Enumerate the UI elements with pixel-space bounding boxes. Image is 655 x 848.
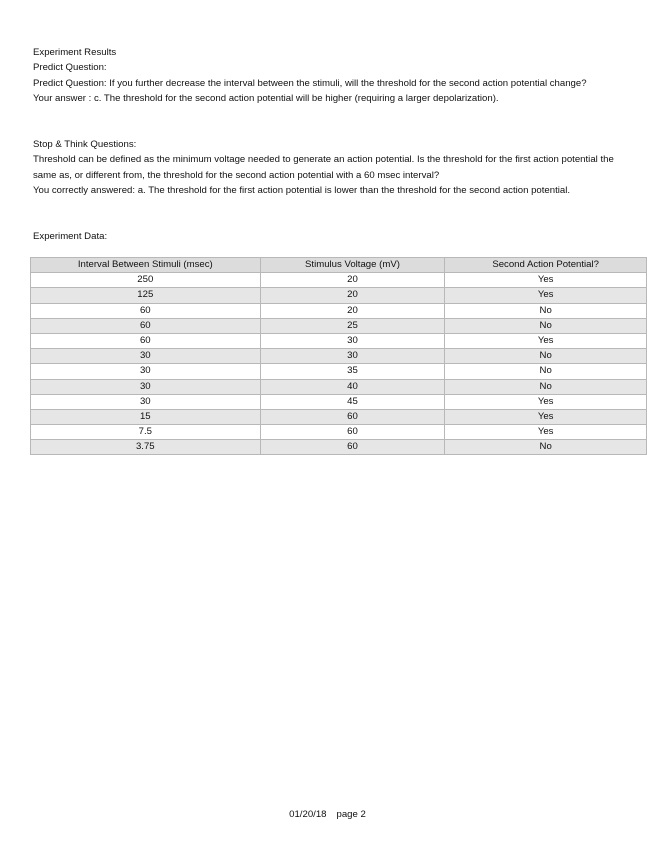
cell-second-ap: Yes <box>445 288 647 303</box>
cell-second-ap: No <box>445 303 647 318</box>
cell-second-ap: No <box>445 379 647 394</box>
cell-second-ap: No <box>445 349 647 364</box>
cell-voltage: 45 <box>260 394 445 409</box>
cell-second-ap: No <box>445 318 647 333</box>
table-body <box>31 273 647 455</box>
stop-think-section <box>33 137 625 198</box>
cell-voltage: 40 <box>260 379 445 394</box>
table-header-row <box>31 258 647 273</box>
header-second-ap: Second Action Potential? <box>445 258 647 273</box>
cell-second-ap: Yes <box>445 273 647 288</box>
cell-interval: 30 <box>31 349 261 364</box>
cell-interval: 30 <box>31 379 261 394</box>
experiment-data-table <box>30 257 647 455</box>
table-row <box>31 394 647 409</box>
cell-interval: 60 <box>31 333 261 348</box>
cell-interval: 60 <box>31 303 261 318</box>
table-row <box>31 379 647 394</box>
header-interval: Interval Between Stimuli (msec) <box>31 258 261 273</box>
table-row <box>31 409 647 424</box>
table-row <box>31 333 647 348</box>
cell-voltage: 60 <box>260 440 445 455</box>
cell-voltage: 60 <box>260 409 445 424</box>
predict-answer: Your answer : c. The threshold for the second action potential will be higher (requiring a larger depolarization). <box>33 92 499 104</box>
stop-answer: You correctly answered: a. The threshold for the first action potential is lower than the threshold for the second action potential. <box>33 184 571 196</box>
cell-second-ap: Yes <box>445 333 647 348</box>
cell-voltage: 20 <box>260 288 445 303</box>
cell-voltage: 60 <box>260 425 445 440</box>
cell-voltage: 30 <box>260 349 445 364</box>
cell-interval: 3.75 <box>31 440 261 455</box>
cell-second-ap: Yes <box>445 409 647 424</box>
report-title: Experiment Results <box>33 47 117 58</box>
predict-heading: Predict Question: <box>33 62 107 74</box>
table-row <box>31 440 647 455</box>
table-row <box>31 425 647 440</box>
cell-interval: 250 <box>31 273 261 288</box>
cell-interval: 60 <box>31 318 261 333</box>
cell-voltage: 20 <box>260 273 445 288</box>
cell-interval: 125 <box>31 288 261 303</box>
cell-interval: 30 <box>31 394 261 409</box>
footer-date: 01/20/18 <box>289 809 327 820</box>
stop-heading: Stop & Think Questions: <box>33 139 137 150</box>
table-row <box>31 273 647 288</box>
cell-voltage: 35 <box>260 364 445 379</box>
footer-page: page 2 <box>336 809 366 820</box>
table-row <box>31 318 647 333</box>
page-footer <box>0 809 655 820</box>
cell-interval: 30 <box>31 364 261 379</box>
header-voltage: Stimulus Voltage (mV) <box>260 258 445 273</box>
cell-second-ap: No <box>445 364 647 379</box>
table-row <box>31 364 647 379</box>
data-heading: Experiment Data: <box>33 231 108 242</box>
stop-question: Threshold can be defined as the minimum voltage needed to generate an action potential. Is the threshold for the first action potential the same as, or different from, the threshold for the second action potential with a 60 msec interval? <box>33 154 614 181</box>
cell-interval: 7.5 <box>31 425 261 440</box>
predict-section <box>33 45 625 106</box>
cell-second-ap: No <box>445 440 647 455</box>
cell-voltage: 25 <box>260 318 445 333</box>
cell-voltage: 20 <box>260 303 445 318</box>
cell-voltage: 30 <box>260 333 445 348</box>
cell-second-ap: Yes <box>445 425 647 440</box>
table-row <box>31 288 647 303</box>
cell-interval: 15 <box>31 409 261 424</box>
cell-second-ap: Yes <box>445 394 647 409</box>
predict-question: Predict Question: If you further decrease the interval between the stimuli, will the threshold for the second action potential change? <box>33 77 587 89</box>
table-row <box>31 303 647 318</box>
table-row <box>31 349 647 364</box>
